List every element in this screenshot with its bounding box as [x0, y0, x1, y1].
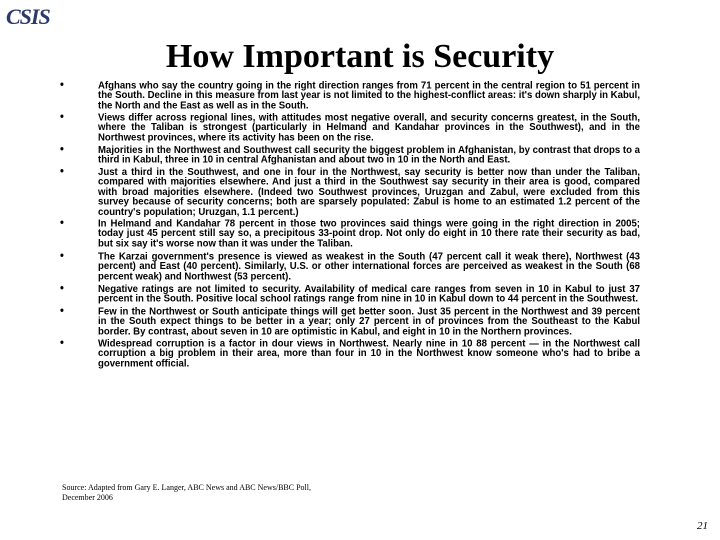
bullet-item: • Few in the Northwest or South anticipate things will get better soon. Just 35 percent in the Northwest and 39 percent in the South expect things to be better in a year; only 27 percent in of provinces from the Southeast to the Kabul border. By contrast, about seven in 10 are optimistic in Kabul, and eight in 10 in the Northern provinces. [60, 307, 640, 337]
slide-body [60, 82, 640, 372]
csis-logo [6, 4, 50, 30]
page-number: 21 [697, 520, 708, 532]
bullet-item: • Majorities in the Northwest and Southwest call security the biggest problem in Afghanistan, by contrast that drops to a third in Kabul, three in 10 in central Afghanistan and about two in 10 in the North and East. [60, 146, 640, 166]
slide-title: How Important is Security [165, 38, 555, 75]
bullet-item: • Views differ across regional lines, with attitudes most negative overall, and security concerns greatest, in the South, where the Taliban is strongest (particularly in Helmand and Kandahar provinces in the Southwest), and in the Northwest provinces, where its activity has been on the rise. [60, 114, 640, 144]
bullet-item: • Afghans who say the country going in the right direction ranges from 71 percent in the central region to 51 percent in the South. Decline in this measure from last year is not limited to the highest-conflict areas: it's down sharply in Kabul, the North and the East as well as in the South. [60, 81, 640, 111]
bullet-item: • Negative ratings are not limited to security. Availability of medical care ranges from seven in 10 in Kabul to just 37 percent in the South. Positive local school ratings range from nine in 10 in Kabul down to 44 percent in the Southwest. [60, 284, 640, 304]
logo-text: CSIS [6, 4, 50, 29]
bullet-item: • Widespread corruption is a factor in dour views in Northwest. Nearly nine in 10 88 percent — in the Northwest call corruption a big problem in their area, more than four in 10 in the Northwest know someone who's had to bribe a government official. [60, 339, 640, 369]
source-note: Source: Adapted from Gary E. Langer, ABC News and ABC News/BBC Poll, December 2006 [62, 483, 311, 502]
bullet-item: • In Helmand and Kandahar 78 percent in those two provinces said things were going in the right direction in 2005; today just 45 percent still say so, a precipitous 33-point drop. Not only do eight in 10 there rate their security as bad, but six say it's worse now than it was under the Taliban. [60, 220, 640, 250]
bullet-item: • The Karzai government's presence is viewed as weakest in the South (47 percent call it weak there), Northwest (43 percent) and East (40 percent). Similarly, U.S. or other international forces are perceived as weakest in the South (68 percent weak) and Northwest (53 percent). [60, 252, 640, 282]
bullet-item: • Just a third in the Southwest, and one in four in the Northwest, say security is better now than under the Taliban, compared with majorities elsewhere. And just a third in the Southwest say security in their area is good, compared with broad majorities elsewhere. (Indeed two Southwest provinces, Uruzgan and Zabul, were excluded from this survey because of security concerns; both are sparsely populated: Zabul is home to an estimated 1.2 percent of the country's population; Uruzgan, 1.1 percent.) [60, 168, 640, 217]
bullet-list [60, 82, 640, 368]
